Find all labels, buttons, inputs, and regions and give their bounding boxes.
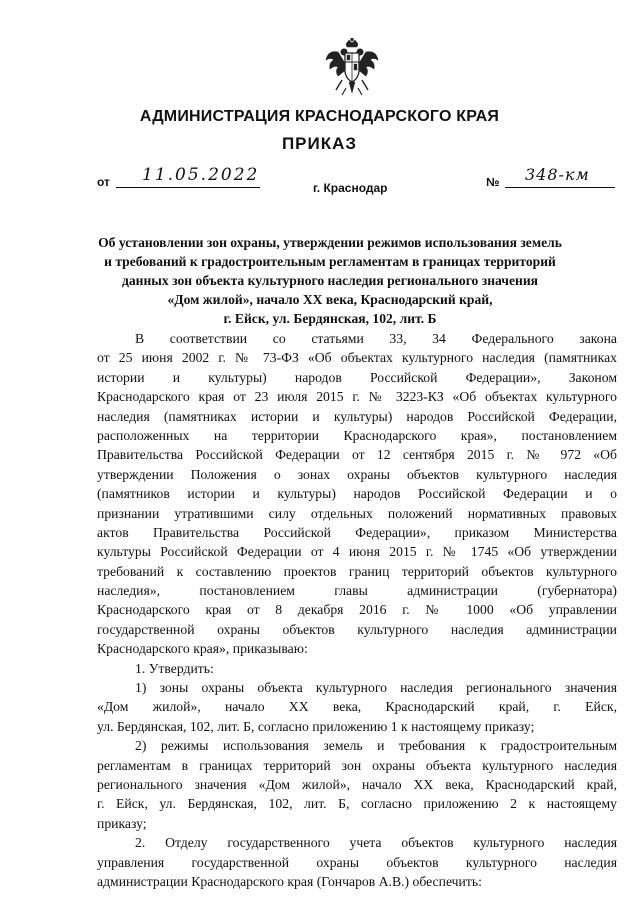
city: г. Краснодар xyxy=(313,181,388,195)
body-line: признании утратившими силу отдельных положений нормативных правовых xyxy=(97,505,617,521)
body-line: наследия (памятниках истории и культуры) народов Российской Федерации, xyxy=(97,408,617,424)
body-line: 1. Утвердить: xyxy=(135,660,214,676)
title-line: Об установлении зон охраны, утверждении режимов использования земель xyxy=(98,235,562,250)
document-meta xyxy=(0,165,639,195)
body-line: Краснодарского края от 8 декабря 2016 г. № 1000 «Об управлении xyxy=(97,602,617,618)
body-line: культуры Российской Федерации от 4 июня 2015 г. № 1745 «Об утверждении xyxy=(97,544,617,560)
body-line: приказу; xyxy=(97,815,147,831)
body-line: Краснодарского края», приказываю: xyxy=(97,641,308,657)
organization-name: АДМИНИСТРАЦИЯ КРАСНОДАРСКОГО КРАЯ xyxy=(139,108,500,125)
body-line: 2. Отделу государственного учета объектов культурного наследия xyxy=(135,835,617,851)
title-line: данных зон объекта культурного наследия регионального значения xyxy=(121,273,539,288)
coat-of-arms-icon xyxy=(322,38,382,98)
body-line: истории и культуры) народов Российской Федерации», Законом xyxy=(97,369,617,385)
body-line: от 25 июня 2002 г. № 73-ФЗ «Об объектах культурного наследия (памятниках xyxy=(97,350,617,366)
body-line: наследия», постановлением главы администрации (губернатора) xyxy=(97,583,617,599)
body-line: администрации Краснодарского края (Гончаров А.В.) обеспечить: xyxy=(97,873,482,889)
body-line: актов Правительства Российской Федерации», приказом Министерства xyxy=(97,524,617,540)
body-line: регламентам в границах территорий зон охраны объекта культурного наследия xyxy=(97,757,617,773)
date-handwritten: 11.05.2022 xyxy=(142,165,260,185)
body-line: «Дом жилой», начало XX века, Краснодарский край, г. Ейск, xyxy=(97,699,617,715)
body-line: утверждении Положения о зонах охраны объектов культурного наследия xyxy=(97,466,617,482)
body-line: расположенных на территории Краснодарского края», постановлением xyxy=(97,427,617,443)
body-line: ул. Бердянская, 102, лит. Б, согласно приложению 1 к настоящему приказу; xyxy=(97,718,535,734)
body-line: Правительства Российской Федерации от 12 сентября 2015 г. № 972 «Об xyxy=(97,447,617,463)
number-label: № xyxy=(486,175,500,189)
number-handwritten: 348-км xyxy=(525,165,590,184)
document-title xyxy=(80,233,580,328)
body-line: государственной охраны объектов культурного наследия администрации xyxy=(97,621,617,637)
body-line: (памятников истории и культуры) народов Российской Федерации и о xyxy=(97,486,617,502)
number-line xyxy=(505,167,615,188)
body-line: В соответствии со статьями 33, 34 Федерального закона xyxy=(135,331,617,346)
body-line: Краснодарского края от 23 июля 2015 г. № 3223-КЗ «Об объектах культурного xyxy=(97,389,617,405)
title-line: и требований к градостроительным регламентам в границах территорий xyxy=(104,254,556,269)
body-line: регионального значения «Дом жилой», начало XX века, Краснодарский край, xyxy=(97,776,617,792)
body-line: г. Ейск, ул. Бердянская, 102, лит. Б, согласно приложению 2 к настоящему xyxy=(97,796,617,812)
body-line: 2) режимы использования земель и требования к градостроительным xyxy=(135,738,617,754)
body-line: 1) зоны охраны объекта культурного наследия регионального значения xyxy=(135,680,617,696)
body-line: требований к составлению проектов границ территорий объектов культурного xyxy=(97,563,617,579)
body-line: управления государственной охраны объектов культурного наследия xyxy=(97,854,617,870)
document-body xyxy=(97,329,617,891)
title-line: «Дом жилой», начало XX века, Краснодарский край, xyxy=(167,292,493,307)
date-line xyxy=(116,167,260,188)
title-line: г. Ейск, ул. Бердянская, 102, лит. Б xyxy=(223,311,437,326)
date-label: от xyxy=(97,175,110,189)
document-type: ПРИКАЗ xyxy=(281,134,358,153)
